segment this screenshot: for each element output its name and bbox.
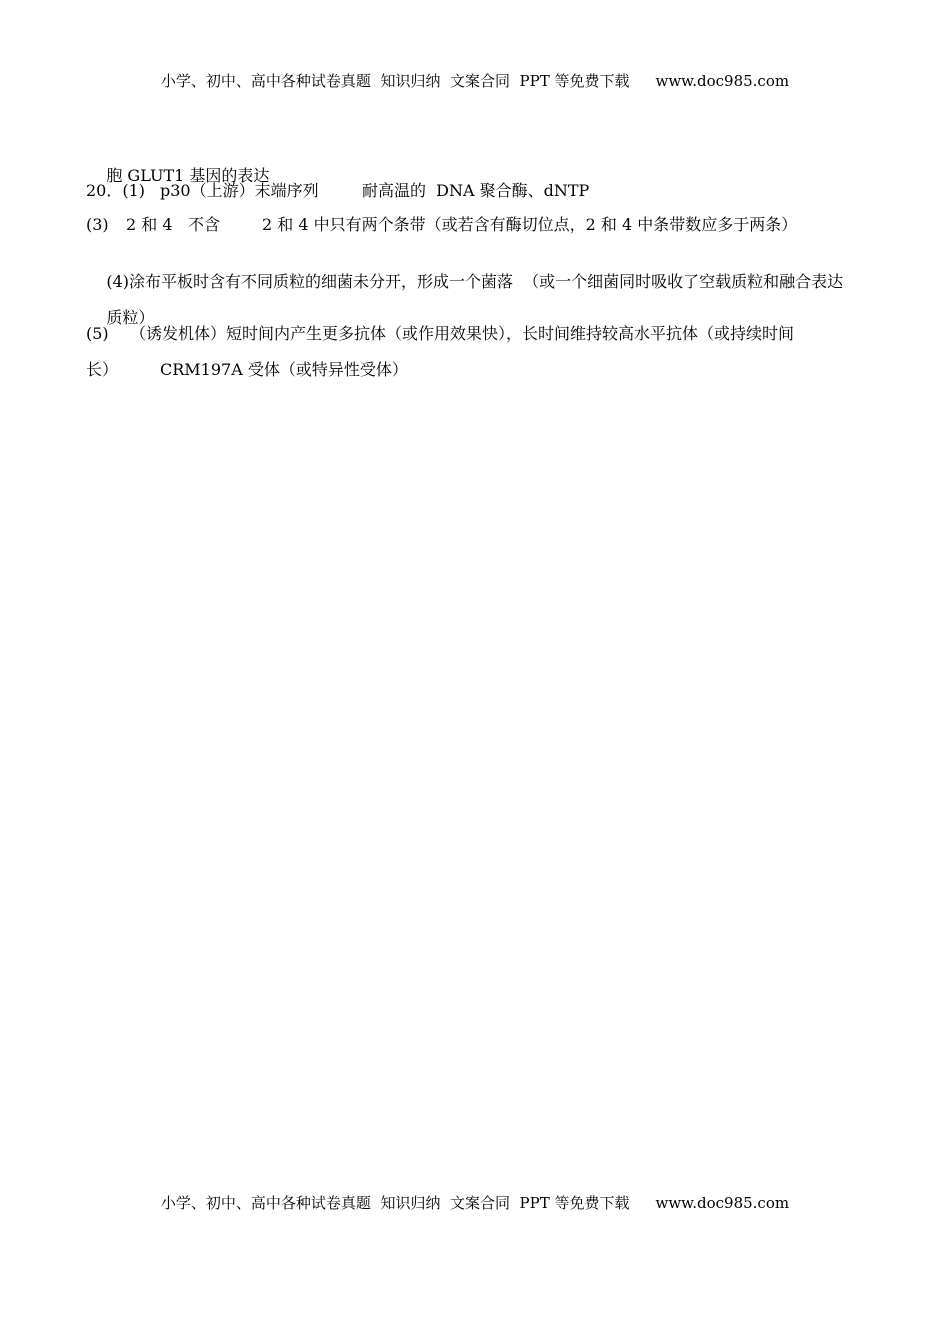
answer-4-line1 [86,252,843,312]
footer-text: 小学、初中、高中各种试卷真题 知识归纳 文案合同 PPT 等免费下载 [160,1194,630,1212]
continuation-text: 胞 GLUT1 基因的表达 [106,166,270,185]
answer-5-number: (5) [86,324,109,343]
page-header [0,70,950,91]
header-text: 小学、初中、高中各种试卷真题 知识归纳 文案合同 PPT 等免费下载 [160,72,630,90]
answer-4-text1: (4)涂布平板时含有不同质粒的细菌未分开，形成一个菌落 （或一个细菌同时吸收了空载质粒和融合表达 [106,272,844,291]
page-footer [0,1192,950,1213]
answer-3-b: 不含 [188,215,221,234]
answer-3-c: 2 和 4 中只有两个条带（或若含有酶切位点，2 和 4 中条带数应多于两条） [262,215,798,234]
header-site-link[interactable]: www.doc985.com [655,72,790,90]
answer-5-text2b: CRM197A 受体（或特异性受体） [160,360,408,379]
answer-4-text2: 质粒） [106,308,155,327]
answer-3-a: 2 和 4 [126,215,173,234]
answer-3-number: (3) [86,215,109,234]
footer-site-link[interactable]: www.doc985.com [655,1194,790,1212]
answer-5-text1: （诱发机体）短时间内产生更多抗体（或作用效果快），长时间维持较高水平抗体（或持续时间 [130,324,795,343]
answer-20-part1: p30（上游）末端序列 [160,181,319,200]
answer-5-line2 [86,360,408,440]
answer-20-number: 20．(1) [86,181,146,200]
answer-20-part2: 耐高温的 DNA 聚合酶、dNTP [362,181,590,200]
answer-5-text2a: 长） [86,360,119,379]
